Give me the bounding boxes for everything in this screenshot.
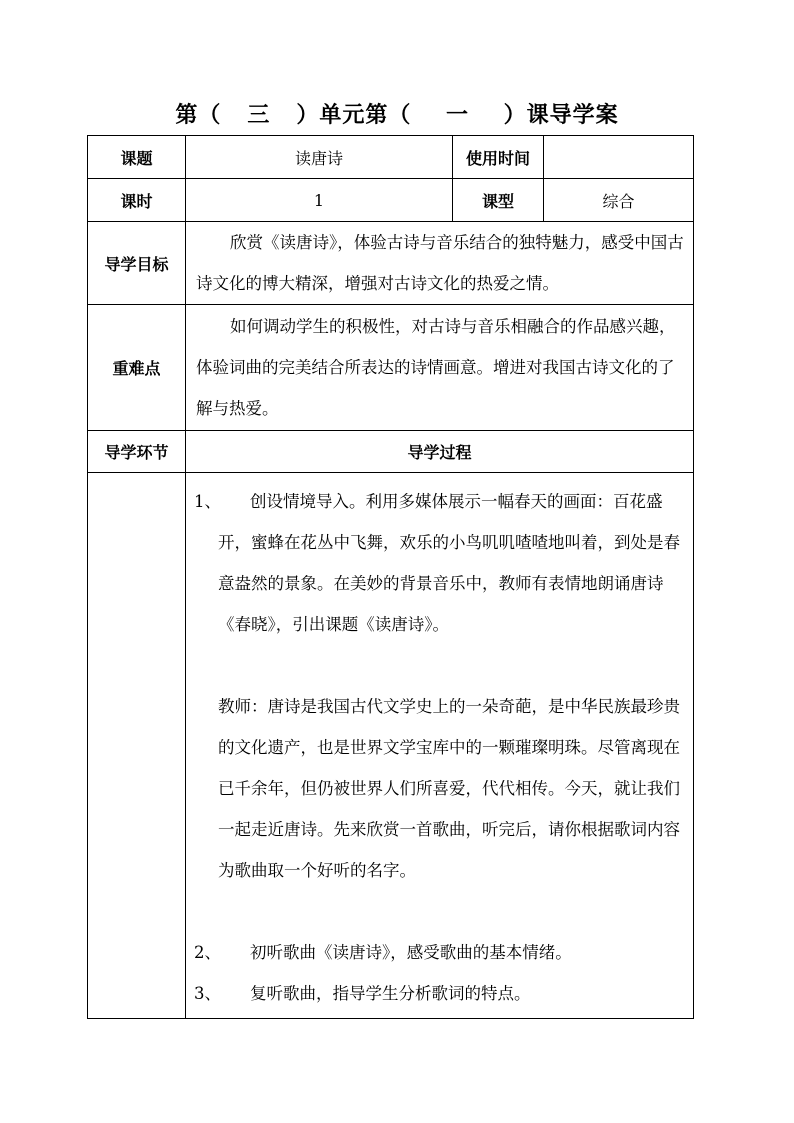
row-topic — [88, 136, 694, 179]
step-2-number: 2、 — [194, 943, 221, 962]
label-time: 使用时间 — [453, 136, 544, 179]
step-2 — [194, 932, 685, 973]
value-period: 1 — [186, 179, 453, 222]
row-process-header — [88, 431, 694, 473]
value-topic: 读唐诗 — [186, 136, 453, 179]
step-1-number: 1、 — [194, 492, 221, 511]
difficulty-text: 如何调动学生的积极性，对古诗与音乐相融合的作品感兴趣，体验词曲的完美结合所表达的诗情画意。增进对我国古诗文化的了解与热爱。 — [186, 305, 694, 431]
label-goal: 导学目标 — [88, 222, 186, 305]
label-type: 课型 — [453, 179, 544, 222]
row-difficulty — [88, 305, 694, 431]
label-period: 课时 — [88, 179, 186, 222]
row-process-body — [88, 473, 694, 1019]
step-1-text: 创设情境导入。利用多媒体展示一幅春天的画面：百花盛开，蜜蜂在花丛中飞舞，欢乐的小鸟叽叽喳喳地叫着，到处是春意盎然的景象。在美妙的背景音乐中，教师有表情地朗诵唐诗《春晓》，引出课题《读唐诗》。 — [218, 492, 680, 634]
teacher-text: 教师：唐诗是我国古代文学史上的一朵奇葩，是中华民族最珍贵的文化遗产，也是世界文学宝库中的一颗璀璨明珠。尽管离现在已千余年，但仍被世界人们所喜爱，代代相传。今天，就让我们一起走近唐诗。先来欣赏一首歌曲，听完后，请你根据歌词内容为歌曲取一个好听的名字。 — [218, 697, 680, 880]
step-3-number: 3、 — [194, 984, 221, 1003]
row-period — [88, 179, 694, 222]
step-2-text: 初听歌曲《读唐诗》，感受歌曲的基本情绪。 — [250, 943, 572, 962]
process-content — [186, 473, 694, 1019]
page-title: 第（ 三 ）单元第（ 一 ）课导学案 — [175, 103, 619, 128]
spacer — [194, 891, 685, 932]
label-topic: 课题 — [88, 136, 186, 179]
spacer — [194, 645, 685, 686]
label-process: 导学过程 — [186, 431, 694, 473]
value-type: 综合 — [544, 179, 694, 222]
value-time — [544, 136, 694, 179]
process-step-cell — [88, 473, 186, 1019]
step-3 — [194, 973, 685, 1014]
lesson-plan-table — [87, 135, 694, 1019]
goal-text: 欣赏《读唐诗》，体验古诗与音乐结合的独特魅力，感受中国古诗文化的博大精深，增强对古诗文化的热爱之情。 — [186, 222, 694, 305]
label-process-step: 导学环节 — [88, 431, 186, 473]
step-1 — [194, 481, 685, 645]
label-difficulty: 重难点 — [88, 305, 186, 431]
row-goal — [88, 222, 694, 305]
step-3-text: 复听歌曲，指导学生分析歌词的特点。 — [250, 984, 531, 1003]
